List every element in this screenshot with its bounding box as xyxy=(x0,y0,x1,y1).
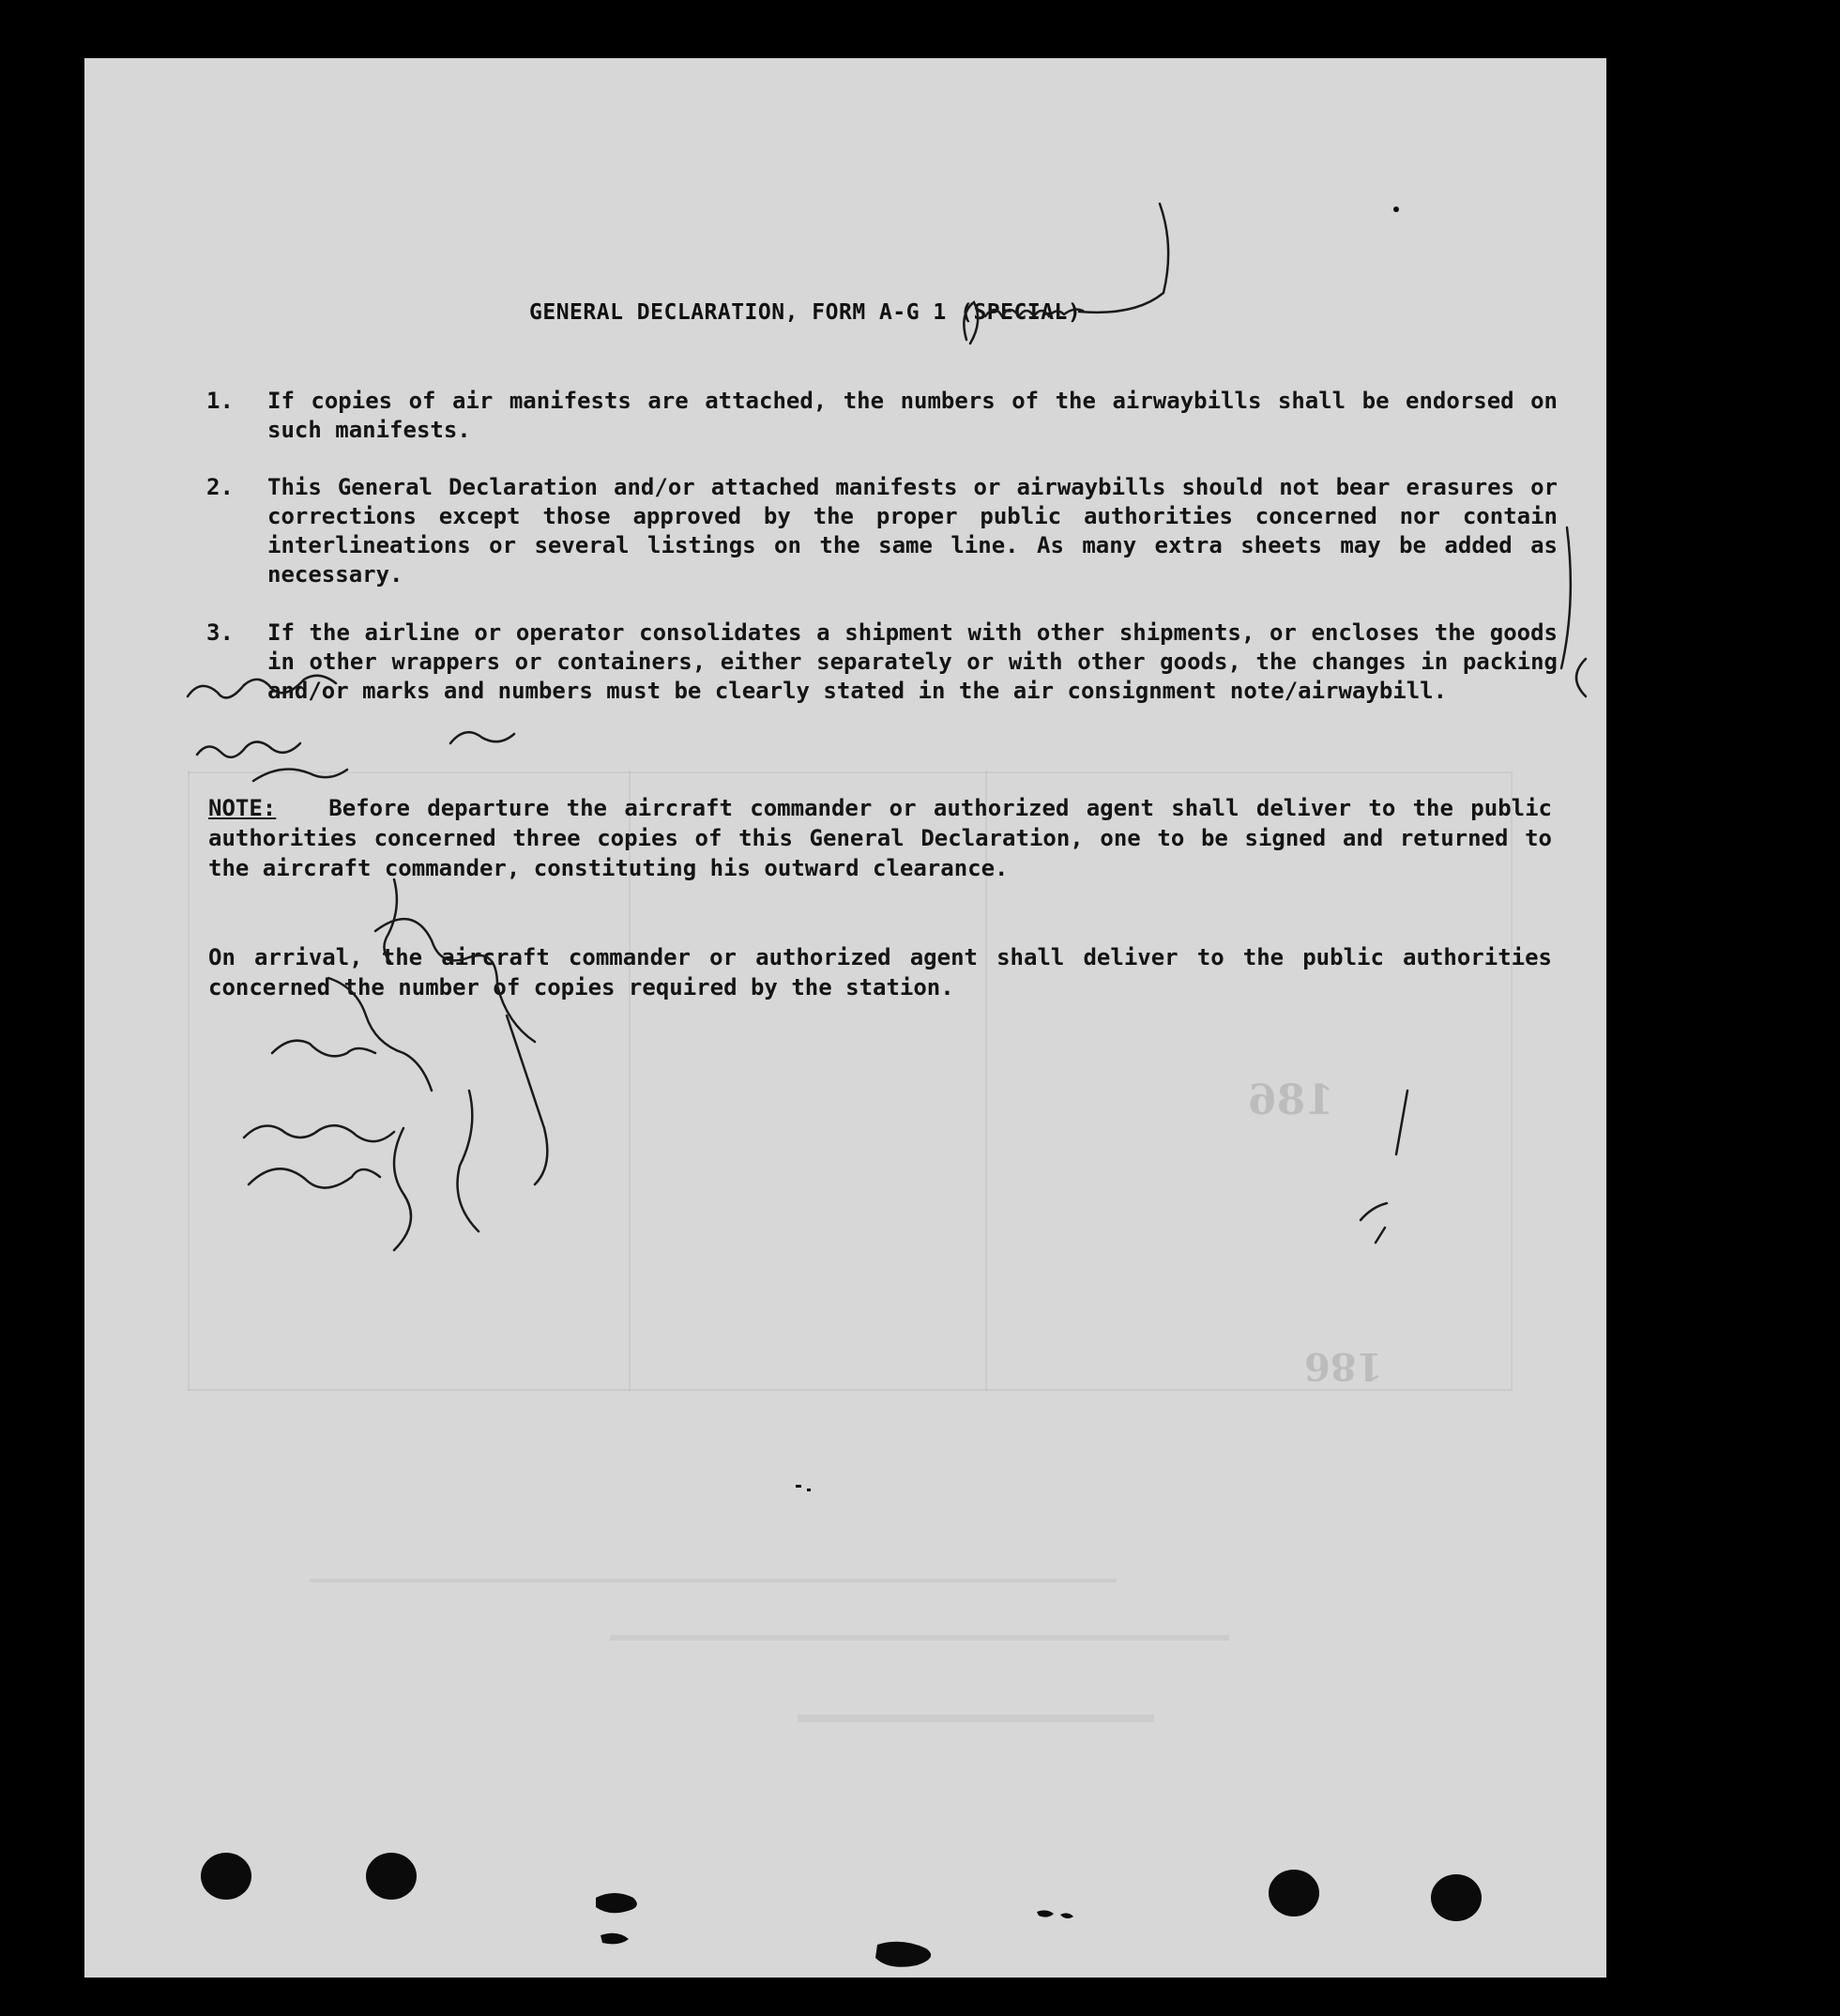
punch-hole xyxy=(366,1853,417,1900)
note-text: Before departure the aircraft commander or authorized agent shall deliver to the public authorities concerned three copies of this General Declaration, one to be signed and returned to the aircraft commander, constituting his outward clearance. xyxy=(208,795,1552,881)
item-text: This General Declaration and/or attached manifests or airwaybills should not bear erasures or corrections except those approved by the proper public authorities concerned nor contain interlineations or several listings on the same line. As many extra sheets may be added as necessary. xyxy=(267,474,1558,588)
reverse-page-number-2: 186 xyxy=(1304,1344,1383,1388)
punch-hole xyxy=(1269,1870,1319,1917)
document-page xyxy=(84,58,1606,1978)
arrival-paragraph: On arrival, the aircraft commander or authorized agent shall deliver to the public authorities concerned the number of copies required by the station. xyxy=(208,944,1552,1000)
item-number: 1. xyxy=(206,388,234,414)
item-number: 2. xyxy=(206,474,234,500)
page-title: GENERAL DECLARATION, FORM A-G 1 (SPECIAL) xyxy=(529,300,1082,325)
item-text: If the airline or operator consolidates a shipment with other shipments, or encloses the goods in other wrappers or containers, either separately or with other goods, the changes in packing and/or marks and numbers must be clearly stated in the air consignment note/airwaybill. xyxy=(267,619,1558,704)
reverse-page-number: 186 xyxy=(1248,1077,1334,1124)
item-number: 3. xyxy=(206,619,234,646)
handwritten-annotations xyxy=(84,58,1606,1978)
item-text: If copies of air manifests are attached, the numbers of the airwaybills shall be endorsed on such manifests. xyxy=(267,388,1558,443)
punch-hole xyxy=(1431,1874,1482,1921)
punch-hole xyxy=(201,1853,251,1900)
note-label: NOTE: xyxy=(208,795,277,821)
